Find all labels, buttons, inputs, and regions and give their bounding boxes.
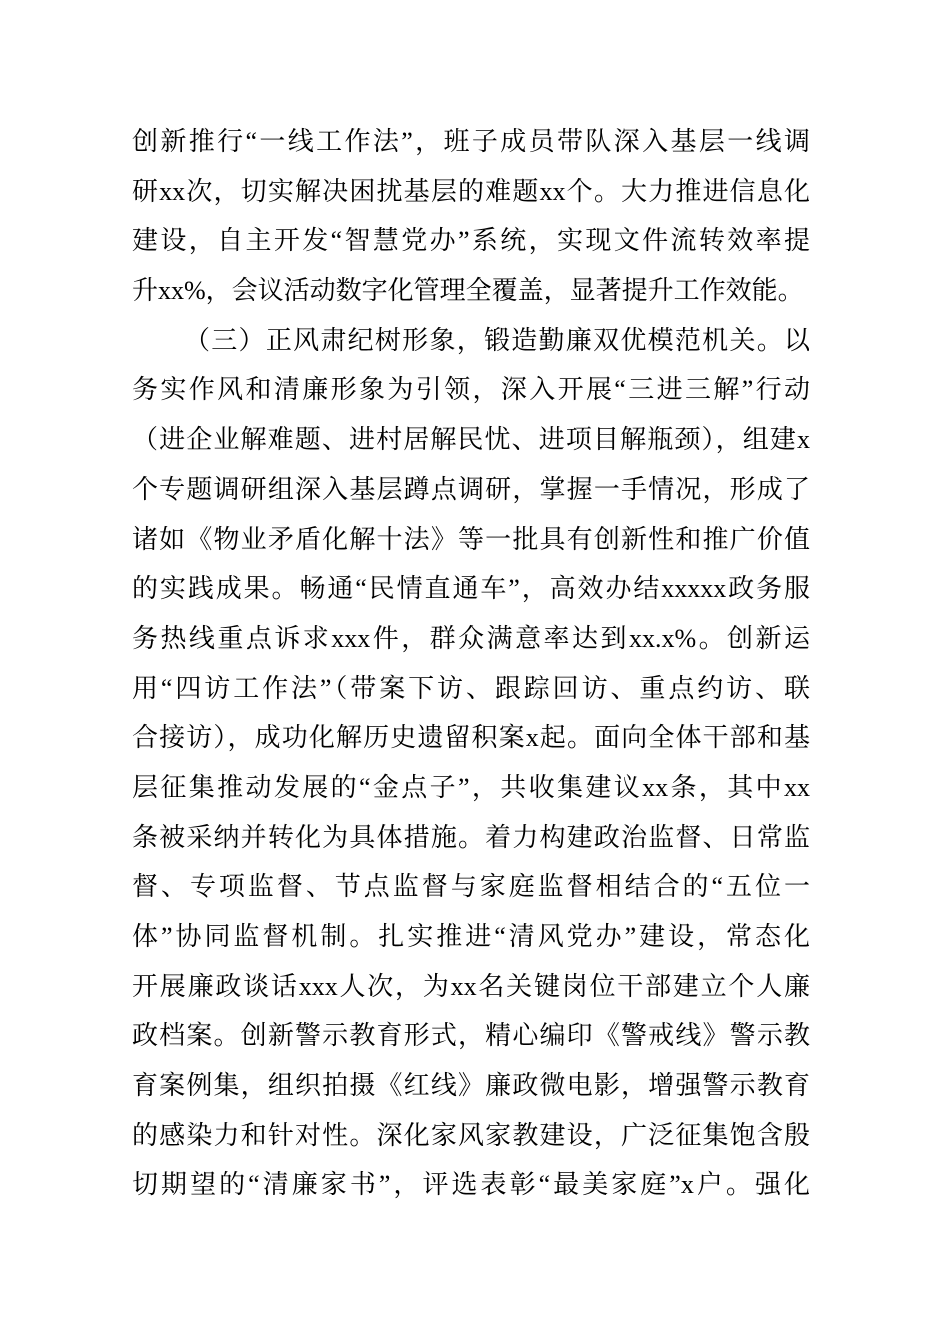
text-line: （三）正风肃纪树形象，锻造勤廉双优模范机关。以	[184, 325, 810, 355]
text-line: 的感染力和针对性。深化家风家教建设，广泛征集饱含殷	[132, 1120, 810, 1150]
text-line: 政档案。创新警示教育形式，精心编印《警戒线》警示教	[132, 1021, 810, 1051]
text-line: 层征集推动发展的“金点子”，共收集建议xx条，其中xx	[132, 772, 810, 802]
text-line: （进企业解难题、进村居解民忧、进项目解瓶颈），组建x	[132, 425, 810, 455]
text-line: 务实作风和清廉形象为引领，深入开展“三进三解”行动	[132, 375, 810, 405]
text-line: 的实践成果。畅通“民情直通车”，高效办结xxxxx政务服	[132, 574, 810, 604]
text-line: 诸如《物业矛盾化解十法》等一批具有创新性和推广价值	[132, 524, 810, 554]
text-line: 个专题调研组深入基层蹲点调研，掌握一手情况，形成了	[132, 474, 810, 504]
text-line: 督、专项监督、节点监督与家庭监督相结合的“五位一	[132, 872, 810, 902]
paragraph	[132, 316, 810, 1210]
paragraph	[132, 117, 810, 316]
text-line: 育案例集，组织拍摄《红线》廉政微电影，增强警示教育	[132, 1071, 810, 1101]
text-line: 创新推行“一线工作法”，班子成员带队深入基层一线调	[132, 127, 810, 156]
text-line: 务热线重点诉求xxx件，群众满意率达到xx.x%。创新运	[132, 623, 810, 653]
text-line: 升xx%，会议活动数字化管理全覆盖，显著提升工作效能。	[132, 276, 804, 306]
document-body	[132, 117, 810, 1210]
text-line: 合接访），成功化解历史遗留积案x起。面向全体干部和基	[132, 723, 810, 753]
text-line: 条被采纳并转化为具体措施。着力构建政治监督、日常监	[132, 822, 810, 852]
text-line: 体”协同监督机制。扎实推进“清风党办”建设，常态化	[132, 922, 810, 951]
text-line: 研xx次，切实解决困扰基层的难题xx个。大力推进信息化	[132, 176, 810, 206]
text-line: 切期望的“清廉家书”，评选表彰“最美家庭”x户。强化	[132, 1170, 810, 1200]
text-line: 建设，自主开发“智慧党办”系统，实现文件流转效率提	[132, 226, 810, 256]
text-line: 用“四访工作法”（带案下访、跟踪回访、重点约访、联	[132, 673, 810, 703]
text-line: 开展廉政谈话xxx人次，为xx名关键岗位干部建立个人廉	[132, 971, 810, 1001]
